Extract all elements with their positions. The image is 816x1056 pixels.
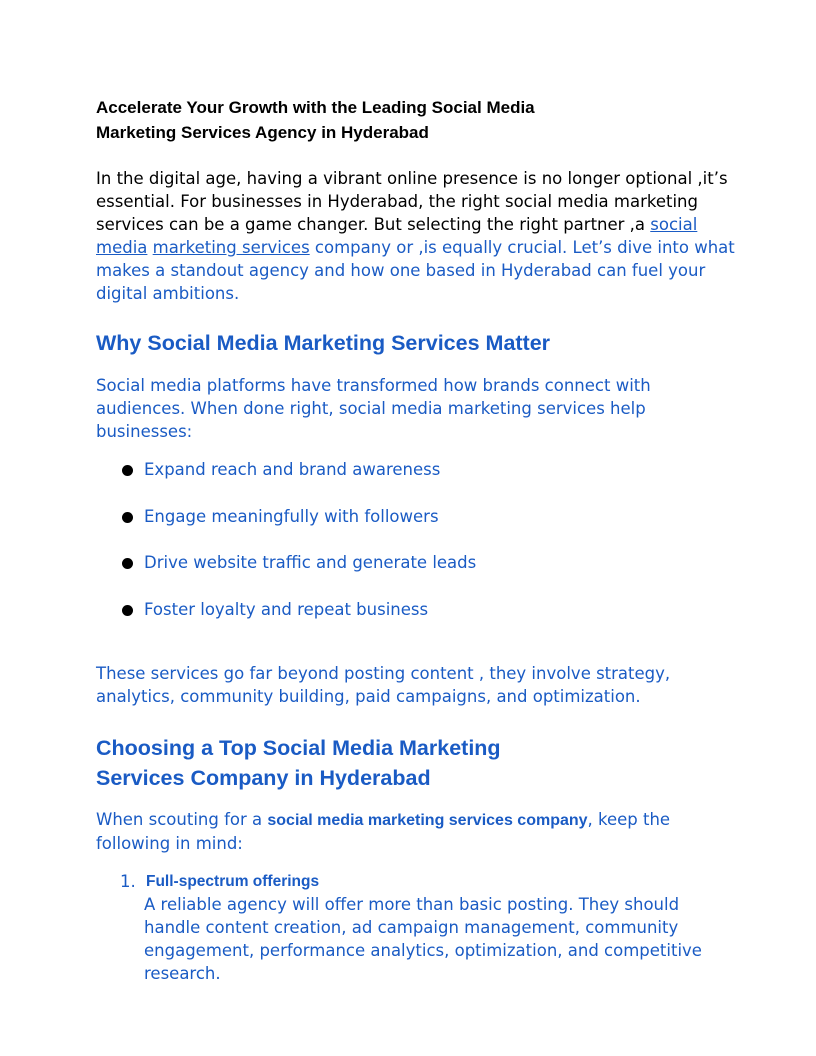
item-title: Full-spectrum offerings — [146, 873, 320, 890]
bullet-icon — [122, 465, 133, 476]
title-line-2: Marketing Services Agency in Hyderabad — [96, 123, 429, 142]
list-item — [96, 598, 696, 621]
section-heading-why: Why Social Media Marketing Services Matter — [96, 331, 551, 355]
marketing-services-link[interactable]: marketing services — [152, 238, 310, 257]
bullet-icon — [122, 512, 133, 523]
social-media-link[interactable]: social media — [96, 215, 698, 257]
intro-paragraph — [96, 167, 736, 305]
intro-before: When scouting for a — [96, 810, 268, 829]
list-item-text: Expand reach and brand awareness — [144, 460, 441, 479]
list-item-text: Engage meaningfully with followers — [144, 506, 439, 526]
list-item — [96, 551, 696, 574]
section1-paragraph: Social media platforms have transformed how brands connect with audiences. When done right, social media marketing services help businesses: — [96, 376, 651, 441]
list-item-text: Drive website traffic and generate leads — [144, 553, 477, 572]
criteria-list — [96, 870, 716, 985]
list-item-text: Foster loyalty and repeat business — [144, 599, 429, 619]
intro-after: , keep the following in mind: — [96, 810, 671, 853]
document-title — [96, 95, 656, 145]
heading-line-1: Choosing a Top Social Media Marketing — [96, 736, 501, 760]
item-body: A reliable agency will offer more than basic posting. They should handle content creation, ad campaign management, community engagement, performance analytics, optimization, and competitive research. — [144, 895, 702, 983]
section-heading-choosing — [96, 733, 501, 793]
list-item — [96, 458, 696, 481]
benefits-list — [96, 458, 696, 644]
section1-closing: These services go far beyond posting content , they involve strategy, analytics, community building, paid campaigns, and optimization. — [96, 664, 671, 706]
list-item — [96, 505, 696, 528]
bullet-icon — [122, 558, 133, 569]
section2-intro — [96, 808, 736, 855]
list-number: 1. — [120, 872, 136, 891]
intro-text-blue: company or ,is equally crucial. Let’s dive into what makes a standout agency and how one based in Hyderabad can fuel your digital ambitions. — [96, 238, 735, 303]
intro-bold-phrase: social media marketing services company — [267, 812, 588, 829]
list-item — [96, 870, 716, 985]
title-line-1: Accelerate Your Growth with the Leading Social Media — [96, 98, 535, 117]
intro-text: In the digital age, having a vibrant online presence is no longer optional ,it’s essential. For businesses in Hyderabad, the right social media marketing services can be a game changer. But selecting the right partner ,a — [96, 169, 728, 234]
heading-line-2: Services Company in Hyderabad — [96, 766, 431, 790]
bullet-icon — [122, 605, 133, 616]
